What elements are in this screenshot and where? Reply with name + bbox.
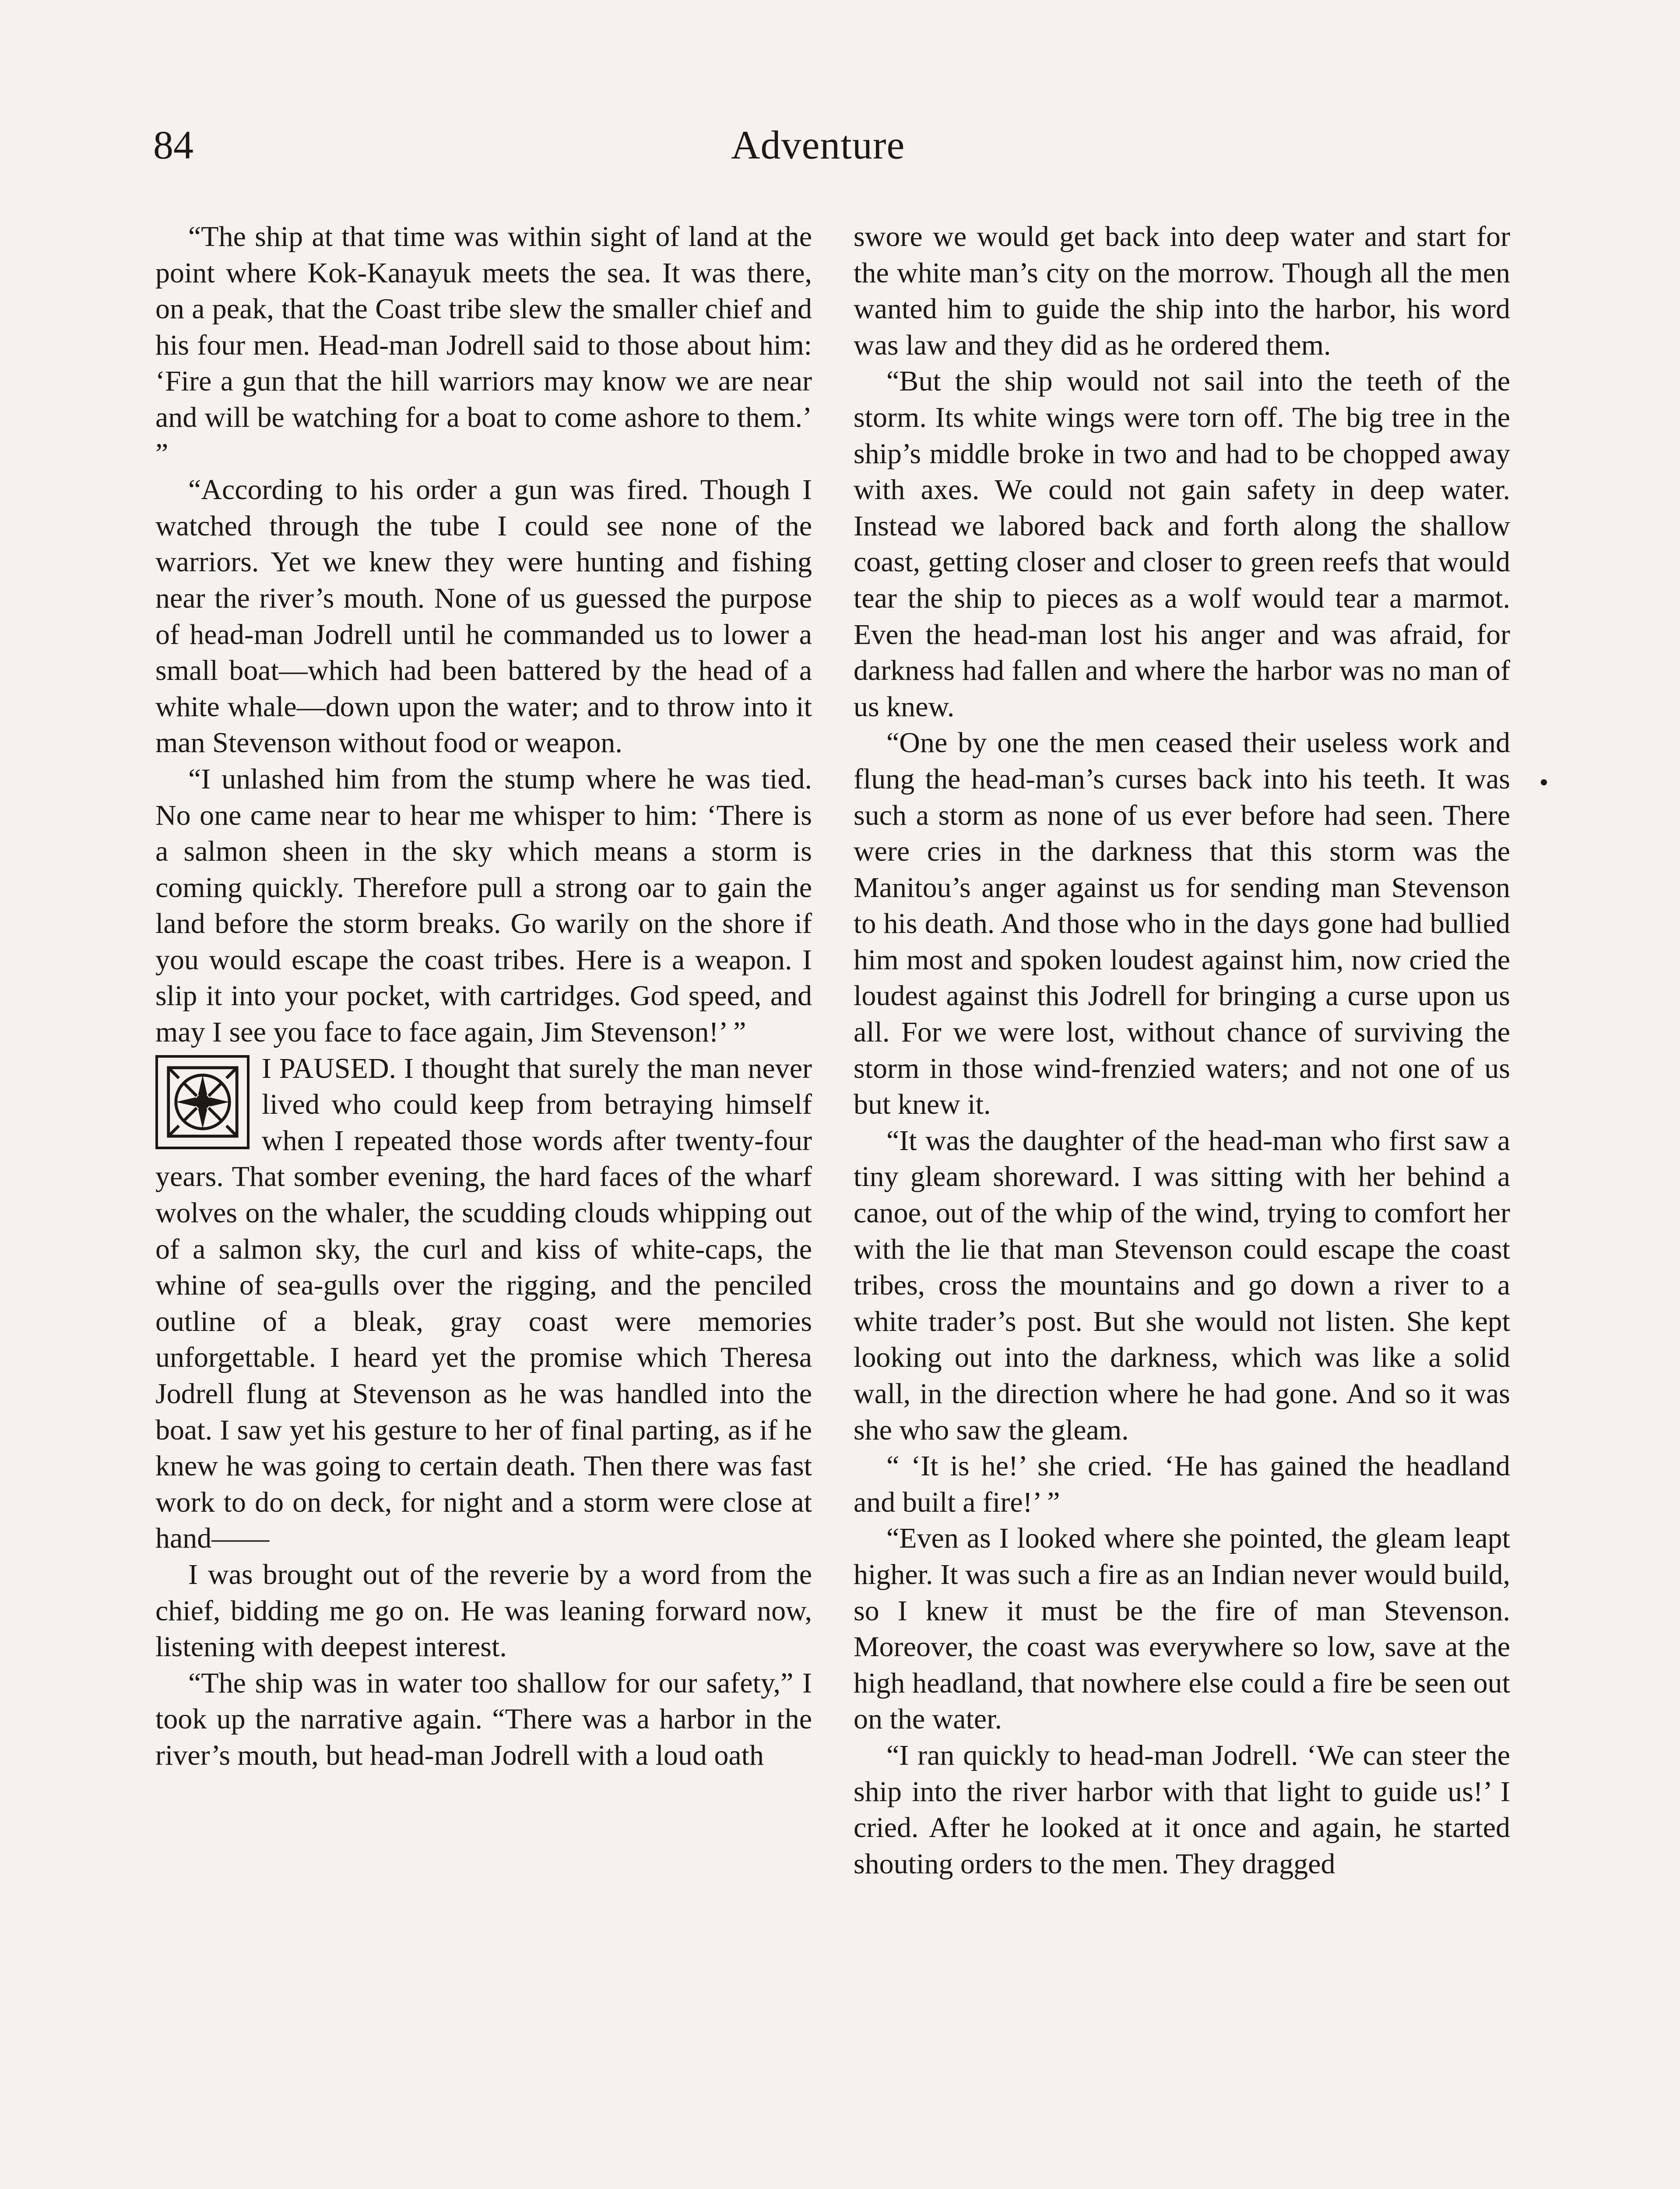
paragraph: “ ‘It is he!’ she cried. ‘He has gained the headland and built a fire!’ ” — [854, 1450, 1510, 1518]
right-column — [854, 219, 1510, 1882]
paragraph: “It was the daughter of the head-man who first saw a tiny gleam shoreward. I was sitting with her behind a canoe, out of the whip of the wind, trying to comfort her with the lie that man Stevenson could escape the coast tribes, cross the mountains and go down a river to a white trader’s post. But she would not listen. She kept looking out into the darkness, which was like a solid wall, in the direction where he had gone. And so it was she who saw the gleam. — [854, 1124, 1510, 1446]
paragraph: swore we would get back into deep water and start for the white man’s city on the morrow. Though all the men wanted him to guide the ship into the harbor, his word was law and they did as he ordered them. — [854, 221, 1510, 361]
paragraph: “The ship at that time was within sight of land at the point where Kok-Kanayuk meets the sea. It was there, on a peak, that the Coast tribe slew the smaller chief and his four men. Head-man Jodrell said to those about him: ‘Fire a gun that the hill warriors may know we are near and will be watching for a boat to come ashore to them.’ ” — [155, 221, 812, 470]
running-head-title: Adventure — [731, 123, 905, 167]
paragraph: “The ship was in water too shallow for our safety,” I took up the narrative again. “There was a harbor in the river’s mouth, but head-man Jodrell with a loud oath — [155, 1667, 812, 1771]
paragraph: “But the ship would not sail into the teeth of the storm. Its white wings were torn off. The big tree in the ship’s middle broke in two and had to be chopped away with axes. We could not gain safety in deep water. Instead we labored back and forth along the shallow coast, getting closer and closer to green reefs that would tear the ship to pieces as a wolf would tear a marmot. Even the head-man lost his anger and was afraid, for darkness had fallen and where the harbor was no man of us knew. — [854, 365, 1510, 723]
margin-mark — [1541, 779, 1547, 785]
paragraph: “I ran quickly to head-man Jodrell. ‘We can steer the ship into the river harbor with that light to guide us!’ I cried. After he looked at it once and again, he started shouting orders to the men. They dragged — [854, 1739, 1510, 1880]
paragraph: I PAUSED. I thought that surely the man never lived who could keep from betraying himself when I repeated those words after twenty-four years. That somber evening, the hard faces of the wharf wolves on the whaler, the scudding clouds whipping out of a salmon sky, the curl and kiss of white-caps, the whine of sea-gulls over the rigging, and the penciled outline of a bleak, gray coast were memories unforgettable. I heard yet the promise which Theresa Jodrell flung at Stevenson as he was handled into the boat. I saw yet his gesture to her of final parting, as if he knew he was going to certain death. Then there was fast work to do on deck, for night and a storm were close at hand—— — [155, 1052, 812, 1555]
paragraph: “Even as I looked where she pointed, the gleam leapt higher. It was such a fire as an Indian never would build, so I knew it must be the fire of man Stevenson. Moreover, the coast was everywhere so low, save at the high headland, that nowhere else could a fire be seen out on the water. — [854, 1522, 1510, 1735]
left-column — [155, 219, 812, 1774]
page-number: 84 — [153, 123, 193, 167]
paragraph: “One by one the men ceased their useless work and flung the head-man’s curses back into his teeth. It was such a storm as none of us ever before had seen. There were cries in the darkness that this storm was the Manitou’s anger against us for sending man Stevenson to his death. And those who in the days gone had bullied him most and spoken loudest against him, now cried the loudest against this Jodrell for bringing a curse upon us all. For we were lost, without chance of surviving the storm in those wind-frenzied waters; and not one of us but knew it. — [854, 727, 1510, 1121]
paragraph: I was brought out of the reverie by a word from the chief, bidding me go on. He was leaning forward now, listening with deepest interest. — [155, 1558, 812, 1663]
paragraph: “I unlashed him from the stump where he was tied. No one came near to hear me whisper to him: ‘There is a salmon sheen in the sky which means a storm is coming quickly. Therefore pull a strong oar to gain the land before the storm breaks. Go warily on the shore if you would escape the coast tribes. Here is a weapon. I slip it into your pocket, with cartridges. God speed, and may I see you face to face again, Jim Stevenson!’ ” — [155, 763, 812, 1049]
ornament-icon — [155, 1055, 250, 1149]
paragraph: “According to his order a gun was fired. Though I watched through the tube I could see none of the warriors. Yet we knew they were hunting and fishing near the river’s mouth. None of us guessed the purpose of head-man Jodrell until he commanded us to lower a small boat—which had been battered by the head of a white whale—down upon the water; and to throw into it man Stevenson without food or weapon. — [155, 474, 812, 759]
